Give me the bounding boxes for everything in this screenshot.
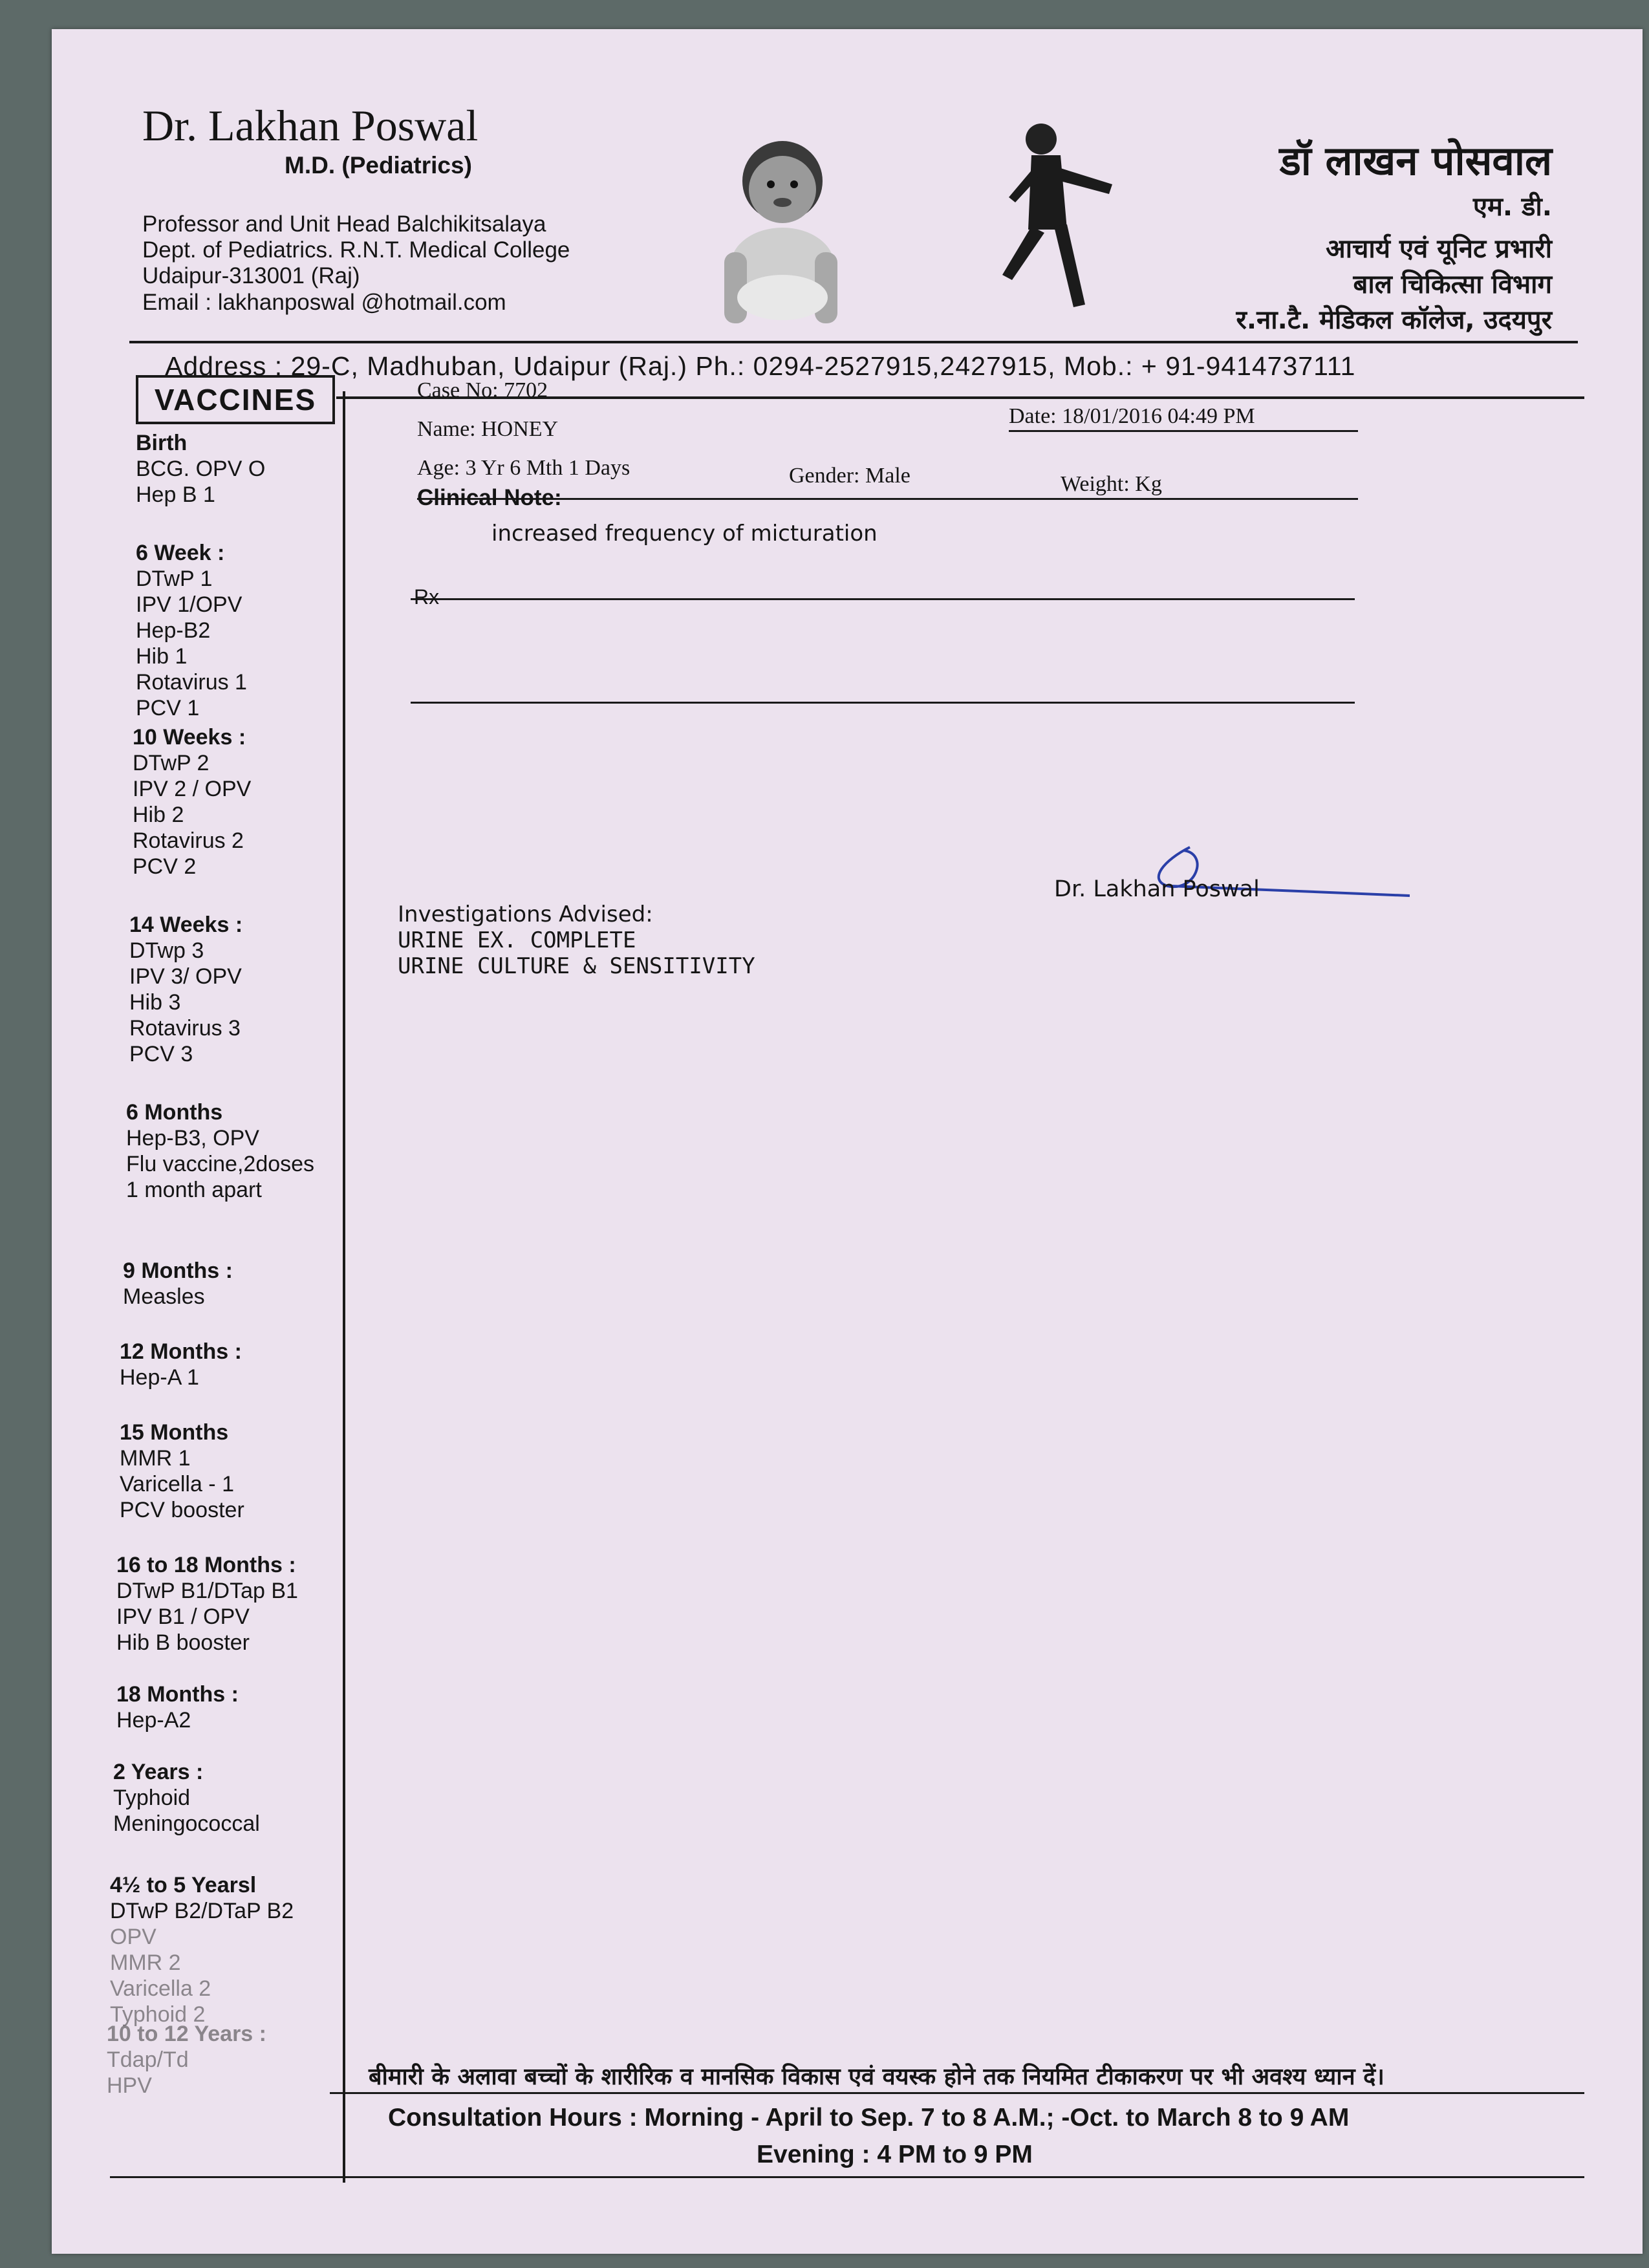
vaccine-item: MMR 2 (110, 1950, 181, 1975)
investigation-item: URINE CULTURE & SENSITIVITY (398, 953, 755, 979)
vaccine-item: Hib 3 (129, 990, 181, 1015)
vaccine-item: Flu vaccine,2doses (126, 1152, 315, 1176)
vaccine-item: Hep-A2 (116, 1708, 191, 1733)
footer-divider (330, 2092, 1584, 2094)
patient-gender: Gender: Male (789, 464, 911, 488)
vaccine-group-heading: 6 Months (126, 1100, 223, 1125)
consultation-hours: Consultation Hours : Morning - April to Sep. 7 to 8 A.M.; -Oct. to March 8 to 9 AM (388, 2104, 1350, 2132)
date-divider (1009, 430, 1358, 432)
vaccine-item: PCV 3 (129, 1042, 193, 1066)
vaccine-item: IPV 3/ OPV (129, 964, 242, 989)
vaccine-item: MMR 1 (120, 1446, 191, 1471)
email-line: Email : lakhanposwal @hotmail.com (142, 290, 506, 315)
visit-date: Date: 18/01/2016 04:49 PM (1009, 404, 1255, 428)
vaccine-group-heading: 10 Weeks : (133, 725, 246, 750)
vaccine-item: DTwP 1 (136, 567, 213, 591)
vaccine-item: IPV 2 / OPV (133, 777, 252, 801)
note-divider (411, 598, 1355, 600)
affiliation-hi-line: आचार्य एवं यूनिट प्रभारी (1326, 234, 1552, 264)
vaccine-item: 1 month apart (126, 1178, 262, 1202)
vaccine-item: IPV 1/OPV (136, 592, 242, 617)
vaccine-group-heading: 9 Months : (123, 1258, 233, 1283)
vaccine-item: PCV 2 (133, 854, 197, 879)
vaccine-item: DTwP 2 (133, 751, 210, 775)
prescription-sheet (52, 29, 1643, 2254)
rx-label: Rx (414, 585, 440, 609)
vaccine-group (113, 1759, 260, 1837)
vaccine-item: Rotavirus 2 (133, 828, 244, 853)
vaccine-item: Measles (123, 1284, 205, 1309)
vaccines-title: VACCINES (136, 375, 335, 424)
vaccine-item: DTwp 3 (129, 938, 204, 963)
vaccine-group (110, 1872, 294, 2027)
vaccine-item: HPV (107, 2073, 152, 2098)
case-number: Case No: 7702 (417, 378, 548, 402)
bottom-divider (110, 2176, 1584, 2178)
vaccine-item: DTwP B1/DTap B1 (116, 1579, 298, 1603)
vaccine-group-heading: 2 Years : (113, 1760, 204, 1784)
vaccine-group (123, 1258, 233, 1310)
doctor-degree-hi: एम. डी. (1472, 192, 1552, 222)
clinical-note-label: Clinical Note: (417, 485, 562, 510)
doctor-name-en: Dr. Lakhan Poswal (142, 101, 479, 150)
vaccine-group (120, 1420, 244, 1523)
vaccine-item: Varicella 2 (110, 1976, 211, 2001)
doctor-degree-en: M.D. (Pediatrics) (285, 152, 472, 178)
vaccine-item: Typhoid 2 (110, 2002, 206, 2027)
affiliation-line: Udaipur-313001 (Raj) (142, 263, 360, 288)
vaccine-group (116, 1681, 239, 1733)
crawling-baby-image (685, 120, 892, 346)
vaccine-item: Varicella - 1 (120, 1472, 234, 1496)
vaccine-group-heading: Birth (136, 431, 188, 455)
vaccine-group (116, 1552, 298, 1656)
patient-age: Age: 3 Yr 6 Mth 1 Days (417, 456, 630, 480)
patient-name: Name: HONEY (417, 417, 559, 441)
vaccine-group (129, 912, 242, 1067)
vaccine-item: Hep-A 1 (120, 1365, 199, 1390)
header-divider (129, 341, 1578, 343)
vaccine-item: Rotavirus 3 (129, 1016, 241, 1041)
vaccine-group (136, 540, 247, 721)
vaccine-group (107, 2021, 266, 2099)
vaccine-item: IPV B1 / OPV (116, 1604, 250, 1629)
address-line: Address : 29-C, Madhuban, Udaipur (Raj.) Ph.: 0294-2527915,2427915, Mob.: + 91-9414737111 (165, 351, 1356, 381)
doctor-name-hi: डॉ लाखन पोसवाल (1279, 137, 1552, 184)
vaccine-item: Hep B 1 (136, 482, 215, 507)
investigation-item: URINE EX. COMPLETE (398, 927, 636, 953)
vaccine-group-heading: 6 Week : (136, 541, 225, 565)
vaccine-group-heading: 15 Months (120, 1420, 229, 1445)
vaccine-item: Hep-B2 (136, 618, 211, 643)
affiliation-hi-line: बाल चिकित्सा विभाग (1353, 270, 1552, 299)
vaccine-group-heading: 14 Weeks : (129, 913, 243, 937)
rx-divider (411, 702, 1355, 704)
vaccine-group (133, 724, 251, 880)
vaccine-item: Hib 2 (133, 803, 184, 827)
vaccine-item: PCV 1 (136, 696, 200, 720)
sidebar-divider (343, 391, 345, 2183)
immunization-advice-hi: बीमारी के अलावा बच्चों के शारीरिक व मानसिक विकास एवं वयस्क होने तक नियमित टीकाकरण पर भी अवश्य ध्यान दें। (369, 2064, 1385, 2090)
vaccine-item: DTwP B2/DTaP B2 (110, 1899, 294, 1923)
jumping-child-image (964, 113, 1132, 346)
vaccine-item: Hib B booster (116, 1630, 250, 1655)
signature-name: Dr. Lakhan Poswal (1054, 876, 1260, 902)
vaccine-item: Rotavirus 1 (136, 670, 247, 695)
patient-weight: Weight: Kg (1061, 472, 1162, 496)
affiliation-line: Professor and Unit Head Balchikitsalaya (142, 211, 546, 237)
affiliation-hi-line: र.ना.टै. मेडिकल कॉलेज, उदयपुर (1236, 305, 1552, 335)
vaccine-group (136, 430, 265, 508)
vaccine-item: Hep-B3, OPV (126, 1126, 259, 1150)
vaccine-item: Typhoid (113, 1786, 191, 1810)
investigations-label: Investigations Advised: (398, 902, 653, 927)
vaccine-item: PCV booster (120, 1498, 244, 1522)
affiliation-line: Dept. of Pediatrics. R.N.T. Medical College (142, 237, 570, 263)
vaccine-item: Tdap/Td (107, 2047, 189, 2072)
vaccine-item: OPV (110, 1925, 156, 1949)
evening-hours: Evening : 4 PM to 9 PM (757, 2141, 1033, 2168)
vaccine-group-heading: 16 to 18 Months : (116, 1553, 296, 1577)
vaccine-group-heading: 18 Months : (116, 1682, 239, 1707)
vaccine-group-heading: 10 to 12 Years : (107, 2022, 266, 2046)
vaccine-group (126, 1099, 314, 1203)
vaccine-item: BCG. OPV O (136, 457, 266, 481)
vaccine-group-heading: 4½ to 5 Yearsl (110, 1873, 257, 1897)
vaccine-group-heading: 12 Months : (120, 1339, 242, 1364)
vaccine-group (120, 1339, 242, 1390)
clinical-note-text: increased frequency of micturation (491, 521, 878, 546)
vaccine-item: Meningococcal (113, 1811, 260, 1836)
vaccine-item: Hib 1 (136, 644, 188, 669)
